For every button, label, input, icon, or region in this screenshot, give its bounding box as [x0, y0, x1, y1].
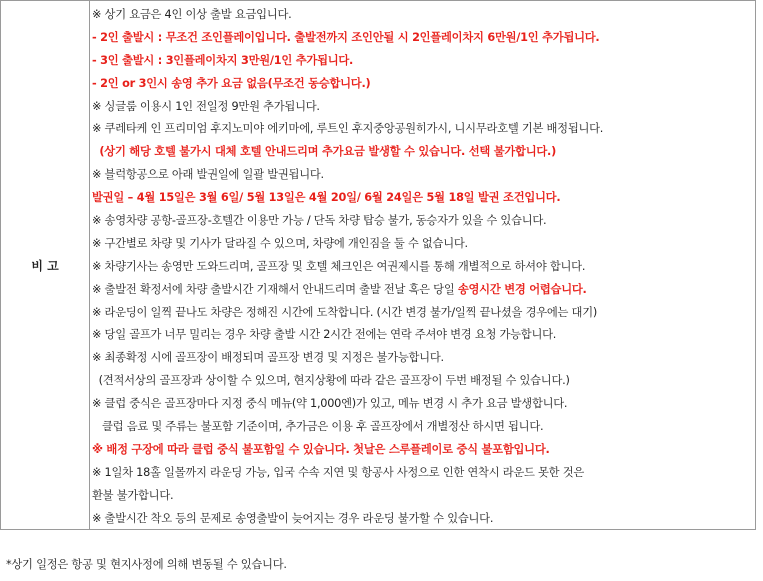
remark-line-text: ※ 블럭항공으로 아래 발권일에 일괄 발권됩니다. — [92, 168, 324, 182]
remark-line-text: ※ 라운딩이 일찍 끝나도 차량은 정해진 시간에 도착합니다. (시간 변경 불가/일찍 끝나셨을 경우에는 대기) — [92, 305, 598, 319]
footnote: *상기 일정은 항공 및 현지사정에 의해 변동될 수 있습니다. — [6, 558, 287, 571]
remark-line-text: ※ 싱글룸 이용시 1인 전일정 9만원 추가됩니다. — [92, 99, 320, 113]
remark-line — [92, 324, 755, 347]
remark-line — [92, 233, 755, 256]
remark-line — [92, 279, 755, 302]
remark-line-text: 발권일 – 4월 15일은 3월 6일/ 5월 13일은 4월 20일/ 6월 24일은 5월 18일 발권 조건입니다. — [92, 191, 561, 205]
remark-line — [92, 302, 755, 325]
remark-line-text: ※ 최종확정 시에 골프장이 배정되며 골프장 변경 및 지정은 불가능합니다. — [92, 351, 444, 365]
remark-line-text: 환불 불가합니다. — [92, 488, 174, 502]
remark-line — [92, 141, 755, 164]
remark-line-text: ※ 쿠레타케 인 프리미엄 후지노미야 에키마에, 루트인 후지중앙공원히가시, 니시무라호텔 기본 배정됩니다. — [92, 122, 604, 136]
remark-line — [92, 256, 755, 279]
remark-line — [92, 393, 755, 416]
remark-line-text: ※ 출발시간 착오 등의 문제로 송영출발이 늦어지는 경우 라운딩 불가할 수 있습니다. — [92, 511, 494, 525]
remark-line — [92, 73, 755, 96]
remark-line — [92, 27, 755, 50]
remark-line — [92, 416, 755, 439]
remark-line — [92, 508, 755, 531]
remark-line — [92, 210, 755, 233]
remark-line — [92, 462, 755, 485]
remark-line-text: ※ 송영차량 공항-골프장-호텔간 이용만 가능 / 단독 차량 탑승 불가, 동승자가 있을 수 있습니다. — [92, 214, 547, 228]
remark-line-text: ※ 1일차 18홀 일몰까지 라운딩 가능, 입국 수속 지연 및 항공사 사정으로 인한 연착시 라운드 못한 것은 — [92, 465, 585, 479]
remark-line — [92, 439, 755, 462]
remark-line — [92, 118, 755, 141]
remark-line-text: ※ 클럽 중식은 골프장마다 지정 중식 메뉴(약 1,000엔)가 있고, 메뉴 변경 시 추가 요금 발생합니다. — [92, 397, 568, 411]
remark-line-text: ※ 배정 구장에 따라 클럽 중식 불포함일 수 있습니다. 첫날은 스루플레이로 중식 불포함입니다. — [92, 442, 550, 456]
remark-line-text: ※ 차량기사는 송영만 도와드리며, 골프장 및 호텔 체크인은 여권제시를 통해 개별적으로 하셔야 합니다. — [92, 259, 586, 273]
remark-line-text: 클럽 음료 및 주류는 불포함 기준이며, 추가금은 이용 후 골프장에서 개별정산 하시면 됩니다. — [92, 420, 544, 434]
remark-line-text: ※ 당일 골프가 너무 밀리는 경우 차량 출발 시간 2시간 전에는 연락 주셔야 변경 요청 가능합니다. — [92, 328, 557, 342]
remarks-content — [90, 1, 755, 529]
remark-line — [92, 4, 755, 27]
remark-line-emphasis: 송영시간 변경 어렵습니다. — [457, 282, 587, 296]
remark-line-text: - 3인 출발시 : 3인플레이차지 3만원/1인 추가됩니다. — [92, 53, 354, 67]
remark-line-text: ※ 상기 요금은 4인 이상 출발 요금입니다. — [92, 8, 292, 21]
remark-line — [92, 187, 755, 210]
remarks-label: 비 고 — [1, 1, 90, 529]
remark-line-text: (상기 해당 호텔 불가시 대체 호텔 안내드리며 추가요금 발생할 수 있습니다. 선택 불가합니다.) — [92, 145, 556, 159]
remark-line-text: ※ 구간별로 차량 및 기사가 달라질 수 있으며, 차량에 개인짐을 둘 수 없습니다. — [92, 236, 468, 250]
remark-line — [92, 50, 755, 73]
remark-line — [92, 164, 755, 187]
remark-line-text: - 2인 or 3인시 송영 추가 요금 없음(무조건 동승합니다.) — [92, 76, 371, 90]
remark-line-text: (견적서상의 골프장과 상이할 수 있으며, 현지상황에 따라 같은 골프장이 두번 배정될 수 있습니다.) — [92, 374, 570, 388]
remark-line-text: - 2인 출발시 : 무조건 조인플레이입니다. 출발전까지 조인안될 시 2인플레이차지 6만원/1인 추가됩니다. — [92, 30, 600, 44]
remark-line — [92, 96, 755, 119]
remark-line-text: ※ 출발전 확정서에 차량 출발시간 기재해서 안내드리며 출발 전날 혹은 당일 — [92, 282, 458, 296]
remark-line — [92, 370, 755, 393]
remark-line — [92, 485, 755, 508]
remark-line — [92, 347, 755, 370]
